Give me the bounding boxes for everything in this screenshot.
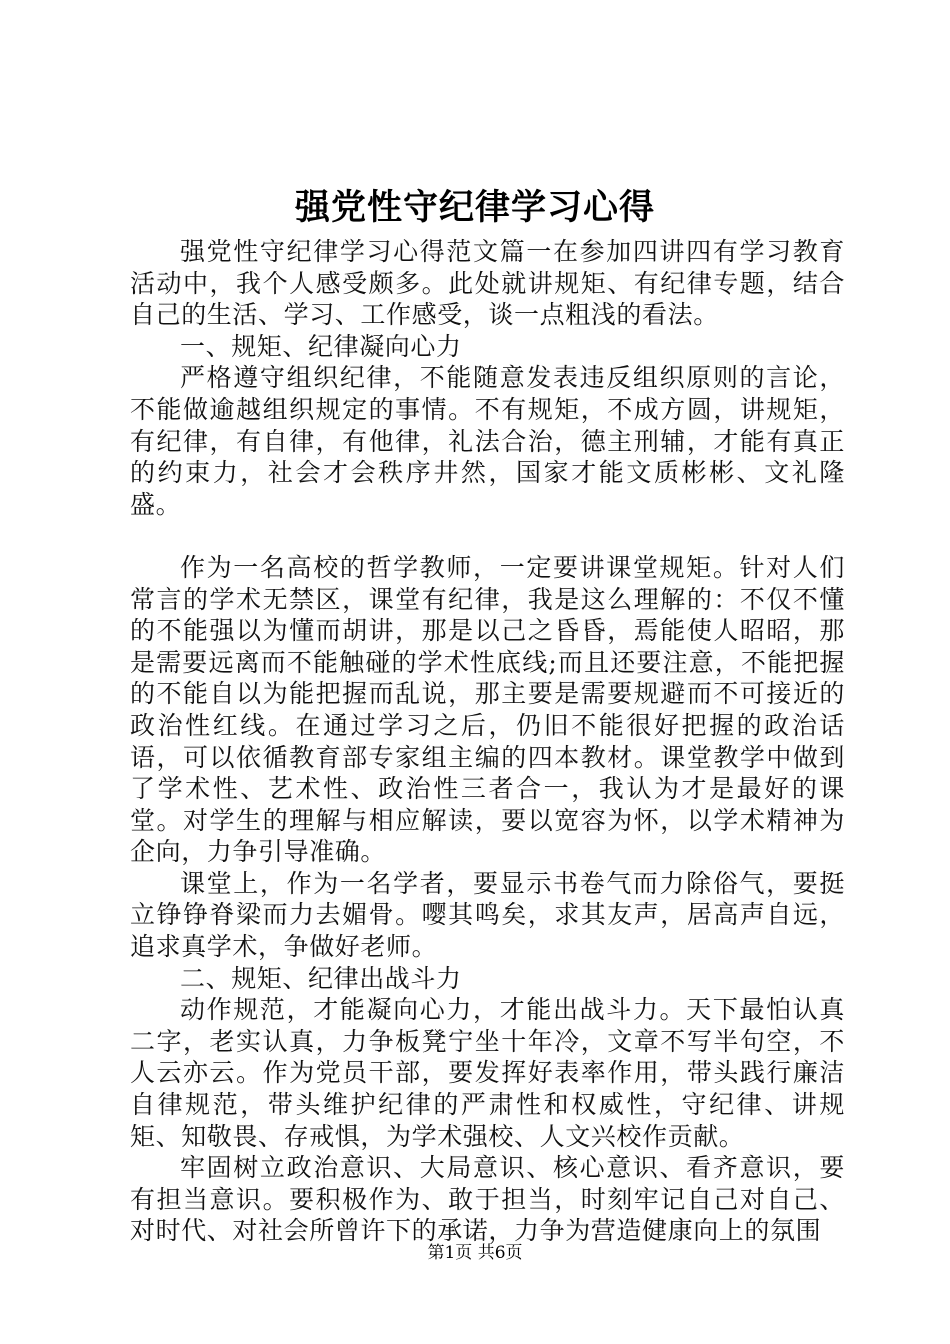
document-title: 强党性守纪律学习心得	[294, 187, 655, 228]
section-heading-1: 一、规矩、纪律凝向心力	[180, 331, 462, 361]
page-number-footer: 第1页 共6页	[427, 1243, 523, 1263]
paragraph-scholar: 课堂上，作为一名学者，要显示书卷气而力除俗气，要挺立铮铮脊梁而力去媚骨。嘤其鸣矣，求其友声，居高声自远，追求真学术，争做好老师。	[130, 868, 845, 962]
paragraph-conduct: 动作规范，才能凝向心力，才能出战斗力。天下最怕认真二字，老实认真，力争板凳宁坐十年冷，文章不写半句空，不人云亦云。作为党员干部，要发挥好表率作用，带头践行廉洁自律规范，带头维护纪律的严肃性和权威性，守纪律、讲规矩、知敬畏、存戒惧，为学术强校、人文兴校作贡献。	[130, 995, 845, 1151]
paragraph-discipline: 严格遵守组织纪律，不能随意发表违反组织原则的言论，不能做逾越组织规定的事情。不有规矩，不成方圆，讲规矩，有纪律，有自律，有他律，礼法合治，德主刑辅，才能有真正的约束力，社会才会秩序井然，国家才能文质彬彬、文礼隆盛。	[130, 363, 845, 519]
blank-line	[130, 520, 845, 552]
paragraph-classroom-rules: 作为一名高校的哲学教师，一定要讲课堂规矩。针对人们常言的学术无禁区，课堂有纪律，我是这么理解的：不仅不懂的不能强以为懂而胡讲，那是以己之昏昏，焉能使人昭昭，那是需要远离而不能触碰的学术性底线;而且还要注意，不能把握的不能自以为能把握而乱说，那主要是需要规避而不可接近的政治性红线。在通过学习之后，仍旧不能很好把握的政治话语，可以依循教育部专家组主编的四本教材。课堂教学中做到了学术性、艺术性、政治性三者合一，我认为才是最好的课堂。对学生的理解与相应解读，要以宽容为怀，以学术精神为企向，力争引导准确。	[130, 552, 845, 867]
paragraph-awareness: 牢固树立政治意识、大局意识、核心意识、看齐意识，要有担当意识。要积极作为、敢于担当，时刻牢记自己对自己、对时代、对社会所曾许下的承诺，力争为营造健康向上的氛围	[130, 1153, 845, 1246]
section-heading-2: 二、规矩、纪律出战斗力	[180, 963, 462, 993]
paragraph-intro: 强党性守纪律学习心得范文篇一在参加四讲四有学习教育活动中，我个人感受颇多。此处就讲规矩、有纪律专题，结合自己的生活、学习、工作感受，谈一点粗浅的看法。	[130, 237, 845, 330]
document-body	[130, 236, 845, 1247]
